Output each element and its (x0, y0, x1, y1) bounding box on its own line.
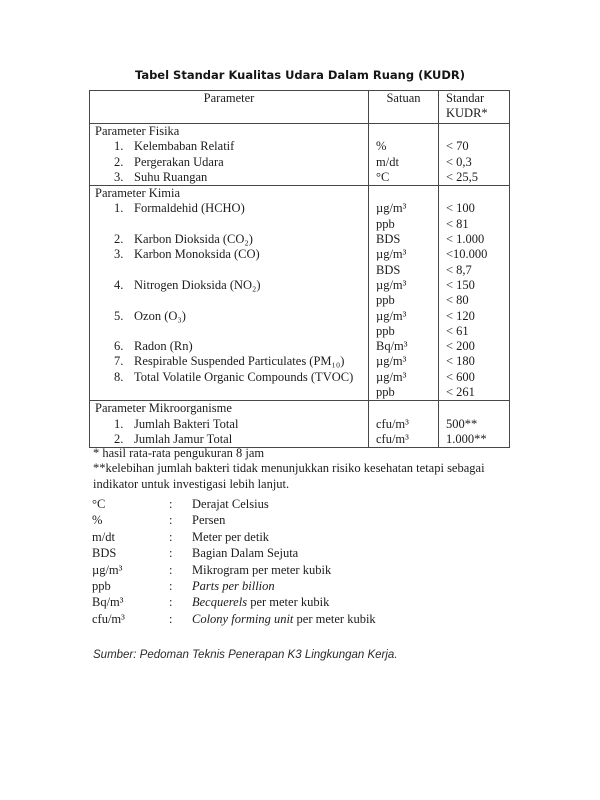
header-standar-line1: Standar (446, 91, 485, 105)
item-name: Pergerakan Udara (134, 154, 224, 169)
parameter-cell (90, 354, 369, 369)
unit-cell: Bq/m³ (369, 339, 439, 354)
standar-cell: < 61 (439, 324, 510, 339)
legend-colon: : (169, 595, 173, 610)
item-name: Suhu Ruangan (134, 169, 208, 184)
parameter-cell (90, 170, 369, 186)
standar-cell: <10.000 (439, 247, 510, 262)
standar-cell: < 80 (439, 293, 510, 308)
legend-abbr: Bq/m³ (92, 595, 124, 610)
parameter-cell (90, 139, 369, 154)
parameter-cell (90, 339, 369, 354)
standar-cell: 500** (439, 417, 510, 432)
item-number: 2. (114, 154, 124, 169)
legend-desc: Bagian Dalam Sejuta (192, 546, 299, 561)
legend-row (92, 545, 522, 561)
table-row (90, 354, 510, 369)
section-row-mikroorganisme (90, 401, 510, 417)
parameter-cell (90, 247, 369, 262)
table-footnotes (93, 446, 521, 492)
legend-colon: : (169, 562, 173, 577)
page-title: Tabel Standar Kualitas Udara Dalam Ruang (KUDR) (134, 68, 466, 82)
legend-desc: Colony forming unit per meter kubik (192, 611, 376, 626)
item-number: 3. (114, 169, 124, 184)
unit-cell: µg/m³ (369, 201, 439, 216)
standar-cell: < 0,3 (439, 155, 510, 170)
cell-empty (369, 124, 439, 140)
parameter-cell (90, 217, 369, 232)
unit-cell: BDS (369, 232, 439, 247)
item-name: Respirable Suspended Particulates (PM₁₀) (134, 354, 345, 369)
footnote-asterisk: * hasil rata-rata pengukuran 8 jam (93, 446, 265, 460)
item-name: Karbon Monoksida (CO) (134, 247, 260, 262)
unit-cell: µg/m³ (369, 278, 439, 293)
section-label: Parameter Mikroorganisme (90, 401, 369, 417)
legend-colon: : (169, 513, 173, 528)
legend-desc: Meter per detik (192, 529, 270, 544)
header-parameter: Parameter (203, 91, 255, 105)
item-name: Karbon Dioksida (CO₂) (134, 232, 253, 247)
unit-cell: µg/m³ (369, 354, 439, 369)
standar-cell: < 1.000 (439, 232, 510, 247)
header-standar (439, 91, 510, 124)
item-number: 4. (114, 277, 124, 292)
item-number: 5. (114, 308, 124, 323)
legend-abbr: cfu/m³ (92, 611, 125, 626)
header-standar-line2: KUDR* (446, 106, 488, 121)
unit-cell: °C (369, 170, 439, 186)
legend-desc: Derajat Celsius (192, 497, 269, 511)
parameter-cell (90, 385, 369, 401)
standar-cell: < 81 (439, 217, 510, 232)
table-row (90, 155, 510, 170)
parameter-cell (90, 155, 369, 170)
unit-cell: cfu/m³ (369, 432, 439, 448)
cell-empty (369, 186, 439, 202)
parameter-cell (90, 309, 369, 324)
parameter-cell (90, 417, 369, 432)
section-label: Parameter Kimia (90, 186, 369, 202)
table-row-continuation (90, 217, 510, 232)
unit-cell: m/dt (369, 155, 439, 170)
legend-row (92, 562, 522, 578)
parameter-cell (90, 324, 369, 339)
table-row-continuation (90, 263, 510, 278)
legend-colon: : (169, 579, 173, 594)
cell-empty (439, 186, 510, 202)
abbreviation-legend (92, 496, 522, 627)
legend-colon: : (169, 497, 173, 511)
legend-abbr: % (92, 513, 103, 528)
table-row-continuation (90, 293, 510, 308)
standar-cell: < 600 (439, 370, 510, 385)
parameter-cell (90, 293, 369, 308)
table-row (90, 201, 510, 216)
legend-abbr: ppb (92, 579, 111, 594)
table-header-row (90, 91, 510, 124)
item-number: 2. (114, 232, 124, 247)
legend-colon: : (169, 546, 173, 561)
table-row (90, 247, 510, 262)
cell-empty (439, 401, 510, 417)
header-satuan: Satuan (369, 91, 439, 124)
legend-desc: Mikrogram per meter kubik (192, 562, 332, 577)
table-row (90, 278, 510, 293)
standar-cell: 1.000** (439, 432, 510, 448)
legend-desc: Becquerels per meter kubik (192, 595, 330, 610)
unit-cell: ppb (369, 385, 439, 401)
table-row (90, 139, 510, 154)
legend-abbr: µg/m³ (92, 562, 123, 577)
table-row (90, 339, 510, 354)
item-name: Ozon (O₃) (134, 308, 186, 323)
table-row (90, 370, 510, 385)
table-row (90, 309, 510, 324)
unit-cell: % (369, 139, 439, 154)
item-number: 7. (114, 354, 124, 369)
legend-row (92, 529, 522, 545)
unit-cell: ppb (369, 217, 439, 232)
unit-cell: µg/m³ (369, 247, 439, 262)
item-name: Jumlah Jamur Total (134, 431, 233, 446)
section-row-kimia (90, 186, 510, 202)
table-row (90, 170, 510, 186)
standar-cell: < 200 (439, 339, 510, 354)
parameter-cell (90, 232, 369, 247)
legend-colon: : (169, 611, 173, 626)
item-number: 8. (114, 369, 124, 384)
cell-empty (369, 401, 439, 417)
standar-cell: < 70 (439, 139, 510, 154)
table-row (90, 417, 510, 432)
item-name: Kelembaban Relatif (134, 139, 235, 154)
standar-cell: < 100 (439, 201, 510, 216)
section-label: Parameter Fisika (90, 124, 369, 140)
parameter-cell (90, 201, 369, 216)
legend-row (92, 512, 522, 528)
item-number: 1. (114, 139, 124, 154)
cell-empty (439, 124, 510, 140)
item-name: Formaldehid (HCHO) (134, 201, 245, 216)
legend-colon: : (169, 529, 173, 544)
kudr-standards-table (89, 90, 510, 448)
section-row-fisika (90, 124, 510, 140)
legend-abbr: °C (92, 497, 106, 511)
unit-cell: BDS (369, 263, 439, 278)
item-name: Jumlah Bakteri Total (134, 416, 239, 431)
legend-row (92, 594, 522, 610)
item-name: Total Volatile Organic Compounds (TVOC) (134, 369, 354, 384)
table-row-continuation (90, 385, 510, 401)
item-number: 2. (114, 431, 124, 446)
standar-cell: < 8,7 (439, 263, 510, 278)
parameter-cell (90, 370, 369, 385)
legend-desc: Persen (192, 513, 226, 528)
legend-row (92, 578, 522, 594)
standar-cell: < 180 (439, 354, 510, 369)
item-number: 1. (114, 416, 124, 431)
legend-row (92, 496, 522, 512)
parameter-cell (90, 278, 369, 293)
table-row-continuation (90, 324, 510, 339)
legend-abbr: BDS (92, 546, 117, 561)
item-name: Radon (Rn) (134, 339, 193, 354)
legend-desc: Parts per billion (192, 579, 275, 594)
standar-cell: < 120 (439, 309, 510, 324)
item-number: 1. (114, 201, 124, 216)
unit-cell: ppb (369, 293, 439, 308)
legend-abbr: m/dt (92, 529, 115, 544)
item-number: 3. (114, 247, 124, 262)
parameter-cell (90, 263, 369, 278)
source-citation: Sumber: Pedoman Teknis Penerapan K3 Lingkungan Kerja. (93, 649, 398, 661)
standar-cell: < 150 (439, 278, 510, 293)
standar-cell: < 25,5 (439, 170, 510, 186)
unit-cell: cfu/m³ (369, 417, 439, 432)
legend-row (92, 611, 522, 627)
unit-cell: ppb (369, 324, 439, 339)
standar-cell: < 261 (439, 385, 510, 401)
table-row (90, 232, 510, 247)
unit-cell: µg/m³ (369, 370, 439, 385)
unit-cell: µg/m³ (369, 309, 439, 324)
item-name: Nitrogen Dioksida (NO₂) (134, 277, 261, 292)
footnote-double-asterisk: **kelebihan jumlah bakteri tidak menunjukkan risiko kesehatan tetapi sebagai indikator untuk investigasi lebih lanjut. (93, 461, 485, 491)
item-number: 6. (114, 339, 124, 354)
